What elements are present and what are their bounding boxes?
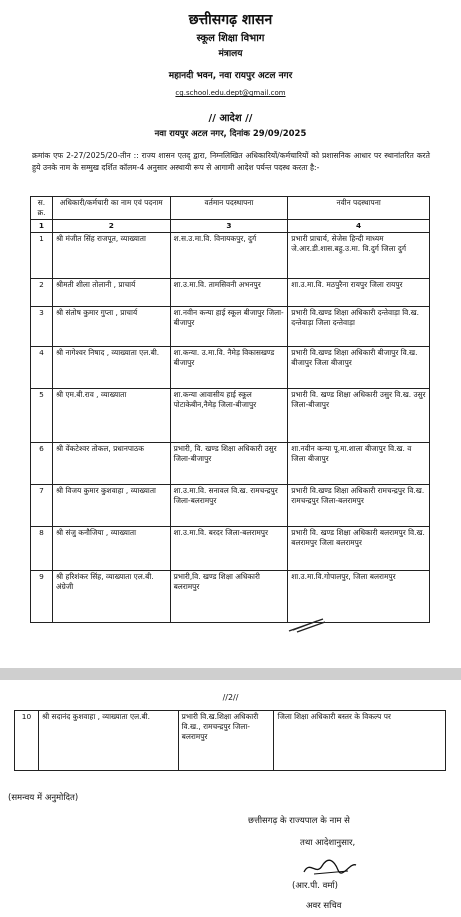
row-serial: 6 xyxy=(31,443,53,485)
signature xyxy=(300,856,360,878)
row-serial: 5 xyxy=(31,389,53,443)
row-name: श्रीमती शीला तोलानी , प्राचार्य xyxy=(52,279,170,307)
col-number: 3 xyxy=(170,220,288,233)
col-header-serial: स. क्र. xyxy=(31,197,53,220)
row-name: श्री विजय कुमार कुशवाहा , व्याख्याता xyxy=(52,485,170,527)
row-current: श.स.उ.मा.वि. विनायकपुर, दुर्ग xyxy=(170,233,288,279)
row-new: प्रभारी वि.खण्ड शिक्षा अधिकारी दन्तेवाड़ा वि.ख. दन्तेवाड़ा जिला दन्तेवाड़ा xyxy=(288,307,430,347)
row-current: शा.नवीन कन्या हाई स्कूल बीजापुर जिला-बीजापुर xyxy=(170,307,288,347)
row-current: प्रभारी, वि. खण्ड शिक्षा अधिकारी उसुर जिला-बीजापुर xyxy=(170,443,288,485)
signatory-designation: अवर सचिव xyxy=(306,901,342,911)
row-serial: 2 xyxy=(31,279,53,307)
row-new: प्रभारी प्राचार्य, सेजेस हिन्दी माध्यम जे.आर.डी.शास.बहु.उ.मा. वि.दुर्ग जिला दुर्ग xyxy=(288,233,430,279)
email-link[interactable]: cg.school.edu.dept@gmail.com xyxy=(175,89,286,97)
row-new: शा.नवीन कन्या पू.मा.शाला बीजापुर वि.ख. व जिला बीजापुर xyxy=(288,443,430,485)
row-new: प्रभारी वि.खण्ड शिक्षा अधिकारी रामचन्द्रपुर वि.ख. रामचन्द्रपुर जिला-बलरामपुर xyxy=(288,485,430,527)
row-new: शा.उ.मा.वि.गोपालपुर, जिला बलरामपुर xyxy=(288,571,430,623)
col-number: 1 xyxy=(31,220,53,233)
table-row xyxy=(31,279,430,307)
row-name: श्री नागेश्वर निषाद , व्याख्याता एल.बी. xyxy=(52,347,170,389)
table-row xyxy=(31,233,430,279)
col-number: 4 xyxy=(288,220,430,233)
row-current: शा.उ.मा.वि. तामसिवनी अभनपुर xyxy=(170,279,288,307)
table-row xyxy=(31,307,430,347)
row-current: शा.कन्या. उ.मा.वि. नैमेड़ विकासखण्ड बीजापुर xyxy=(170,347,288,389)
table-row xyxy=(31,389,430,443)
approval-note: (समन्वय में अनुमोदित) xyxy=(8,793,79,803)
address-line: महानदी भवन, नवा रायपुर अटल नगर xyxy=(168,71,293,81)
col-header-new: नवीन पदस्थापना xyxy=(288,197,430,220)
scribble-mark xyxy=(287,615,327,635)
col-header-name: अधिकारी/कर्मचारी का नाम एवं पदनाम xyxy=(52,197,170,220)
row-serial: 7 xyxy=(31,485,53,527)
col-header-current: वर्तमान पदस्थापना xyxy=(170,197,288,220)
transfer-table-continued xyxy=(14,710,446,771)
row-serial: 1 xyxy=(31,233,53,279)
table-row xyxy=(15,711,446,771)
page-gap xyxy=(0,668,461,680)
row-serial: 8 xyxy=(31,527,53,571)
row-new: प्रभारी वि.खण्ड शिक्षा अधिकारी बीजापुर वि.ख. बीजापुर जिला बीजापुर xyxy=(288,347,430,389)
row-new: जिला शिक्षा अधिकारी बस्तर के विकल्प पर xyxy=(274,711,446,771)
column-number-row xyxy=(31,220,430,233)
table-row xyxy=(31,347,430,389)
row-current: शा.उ.मा.वि. सनावल वि.ख. रामचन्द्रपुर जिला-बलरामपुर xyxy=(170,485,288,527)
row-current: प्रभारी वि.ख.शिक्षा अधिकारी वि.ख., रामचन्द्रपुर जिला-बलरामपुर xyxy=(178,711,274,771)
row-current: शा.उ.मा.वि. बरदर जिला-बलरामपुर xyxy=(170,527,288,571)
ministry-heading: मंत्रालय xyxy=(218,49,243,59)
row-name: श्री हरिशंकर सिंह, व्याख्याता एल.बी. अंग्रेजी xyxy=(52,571,170,623)
row-name: श्री वेंकटेश्वर तोकल, प्रधानपाठक xyxy=(52,443,170,485)
row-new: शा.उ.मा.वि. मठपुरैना रायपुर जिला रायपुर xyxy=(288,279,430,307)
order-title: // आदेश // xyxy=(208,113,253,124)
signatory-name: (आर.पी. वर्मा) xyxy=(292,881,338,891)
row-current: शा.कन्या आवासीय हाई स्कूल पोटाकेबीन,नैमेड़ जिला-बीजापुर xyxy=(170,389,288,443)
govt-heading: छत्तीसगढ़ शासन xyxy=(188,12,273,28)
as-ordered-line: तथा आदेशानुसार, xyxy=(300,838,356,848)
col-number: 2 xyxy=(52,220,170,233)
row-serial: 3 xyxy=(31,307,53,347)
row-name: श्री एम.बी.राव , व्याख्याता xyxy=(52,389,170,443)
row-serial: 9 xyxy=(31,571,53,623)
table-row xyxy=(31,571,430,623)
row-serial: 10 xyxy=(15,711,39,771)
department-heading: स्कूल शिक्षा विभाग xyxy=(196,33,265,44)
row-name: श्री सदानंद कुशवाहा , व्याख्याता एल.बी. xyxy=(38,711,178,771)
transfer-table xyxy=(30,196,430,623)
row-name: श्री संजु कनौजिया , व्याख्याता xyxy=(52,527,170,571)
table-row xyxy=(31,443,430,485)
place-date: नवा रायपुर अटल नगर, दिनांक 29/09/2025 xyxy=(154,129,307,139)
table-row xyxy=(31,485,430,527)
governor-line: छत्तीसगढ़ के राज्यपाल के नाम से xyxy=(248,816,350,826)
row-new: प्रभारी वि. खण्ड शिक्षा अधिकारी उसुर वि.ख. उसुर जिला-बीजापुर xyxy=(288,389,430,443)
row-new: प्रभारी वि. खण्ड शिक्षा अधिकारी बलरामपुर वि.ख. बलरामपुर जिला बलरामपुर xyxy=(288,527,430,571)
row-current: प्रभारी,वि. खण्ड शिक्षा अधिकारी बलरामपुर xyxy=(170,571,288,623)
table-header-row xyxy=(31,197,430,220)
page-number: //2// xyxy=(222,693,239,702)
order-intro: क्रमांक एफ 2-27/2025/20-तीन :: राज्य शासन एतद् द्वारा, निम्नलिखित अधिकारियों/कर्मचारियों को प्रशासनिक आधार पर स्थानांतरित करते हुये उनके नाम के सम्मुख दर्शित कॉलम-4 अनुसार अस्थायी रूप से आगामी आदेश पर्यन्त पदस्थ करता है:- xyxy=(32,151,430,172)
row-name: श्री संतोष कुमार गुप्ता , प्राचार्य xyxy=(52,307,170,347)
row-serial: 4 xyxy=(31,347,53,389)
row-name: श्री मंजीत सिंह राजपूत, व्याख्याता xyxy=(52,233,170,279)
table-row xyxy=(31,527,430,571)
